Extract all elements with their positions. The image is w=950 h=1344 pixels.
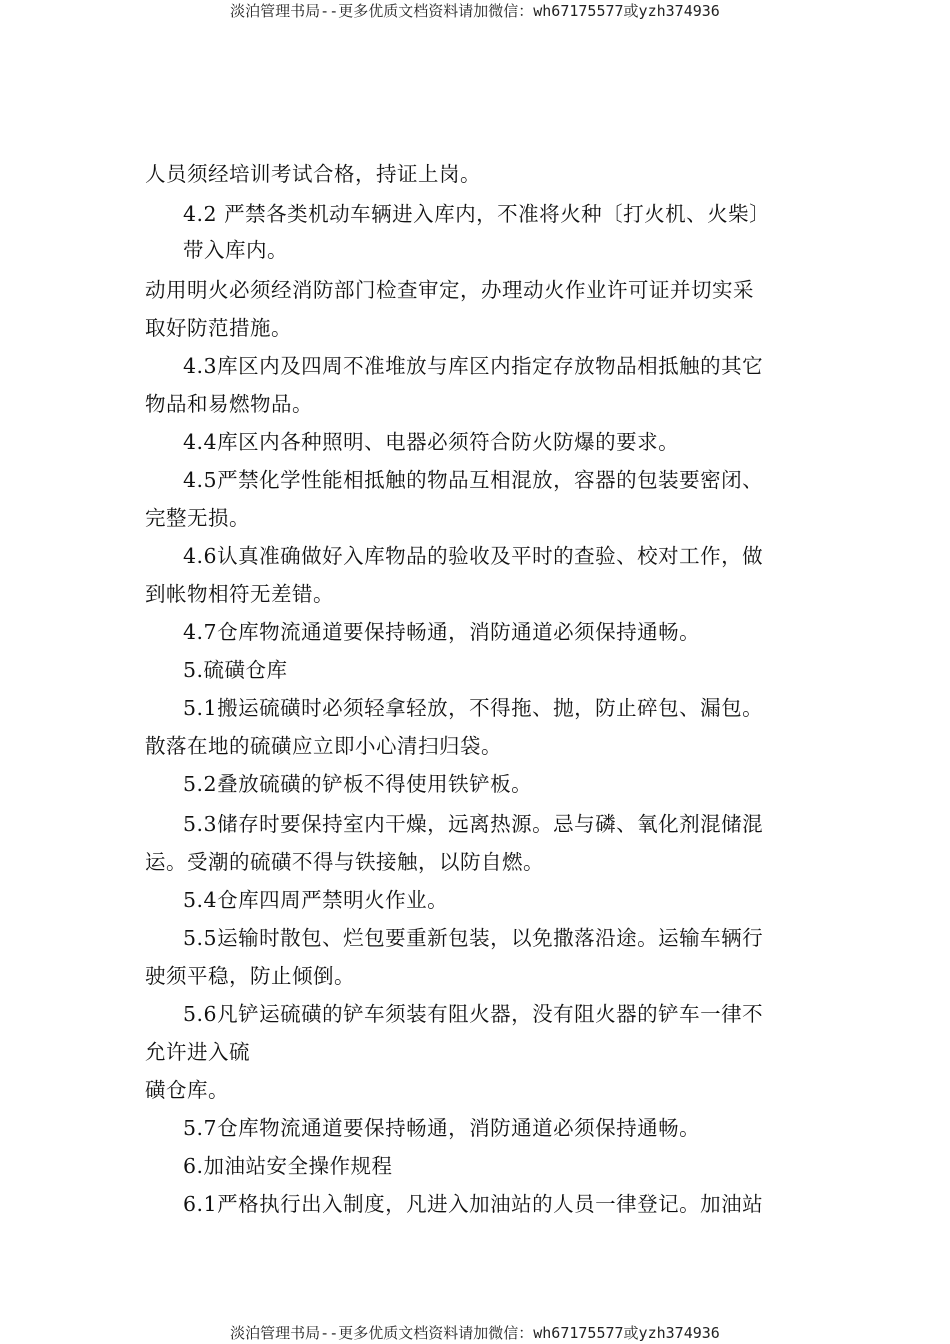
text-line: 4.2 严禁各类机动车辆进入库内，不准将火种〔打火机、火柴〕 [183,202,771,226]
text-line: 动用明火必须经消防部门检查审定，办理动火作业许可证并切实采 [145,278,754,302]
section-heading: 6.加油站安全操作规程 [183,1154,393,1178]
section-heading: 5.硫磺仓库 [183,658,288,682]
text-line: 4.7仓库物流通道要保持畅通，消防通道必须保持通畅。 [183,620,701,644]
text-line: 5.2叠放硫磺的铲板不得使用铁铲板。 [183,772,533,796]
text-line: 5.6凡铲运硫磺的铲车须装有阻火器，没有阻火器的铲车一律不 [183,1002,764,1026]
text-line: 5.7仓库物流通道要保持畅通，消防通道必须保持通畅。 [183,1116,701,1140]
text-line: 人员须经培训考试合格，持证上岗。 [145,162,481,186]
text-line: 取好防范措施。 [145,316,292,340]
page-header: 淡泊管理书局--更多优质文档资料请加微信：wh67175577或yzh374936 [230,2,720,20]
text-line: 到帐物相符无差错。 [145,582,334,606]
text-line: 运。受潮的硫磺不得与铁接触，以防自燃。 [145,850,544,874]
text-line: 物品和易燃物品。 [145,392,313,416]
text-line: 6.1严格执行出入制度，凡进入加油站的人员一律登记。加油站 [183,1192,764,1216]
text-line: 5.5运输时散包、烂包要重新包装，以免撒落沿途。运输车辆行 [183,926,764,950]
text-line: 磺仓库。 [145,1078,229,1102]
text-line: 允许进入硫 [145,1040,250,1064]
page-footer: 淡泊管理书局--更多优质文档资料请加微信：wh67175577或yzh374936 [230,1324,720,1342]
text-line: 带入库内。 [183,238,288,262]
text-line: 5.3储存时要保持室内干燥，远离热源。忌与磷、氧化剂混储混 [183,812,764,836]
text-line: 4.4库区内各种照明、电器必须符合防火防爆的要求。 [183,430,680,454]
text-line: 散落在地的硫磺应立即小心清扫归袋。 [145,734,502,758]
text-line: 完整无损。 [145,506,250,530]
text-line: 4.3库区内及四周不准堆放与库区内指定存放物品相抵触的其它 [183,354,764,378]
text-line: 5.1搬运硫磺时必须轻拿轻放，不得拖、抛，防止碎包、漏包。 [183,696,764,720]
text-line: 驶须平稳，防止倾倒。 [145,964,355,988]
text-line: 5.4仓库四周严禁明火作业。 [183,888,449,912]
text-line: 4.6认真准确做好入库物品的验收及平时的查验、校对工作，做 [183,544,764,568]
text-line: 4.5严禁化学性能相抵触的物品互相混放，容器的包装要密闭、 [183,468,764,492]
